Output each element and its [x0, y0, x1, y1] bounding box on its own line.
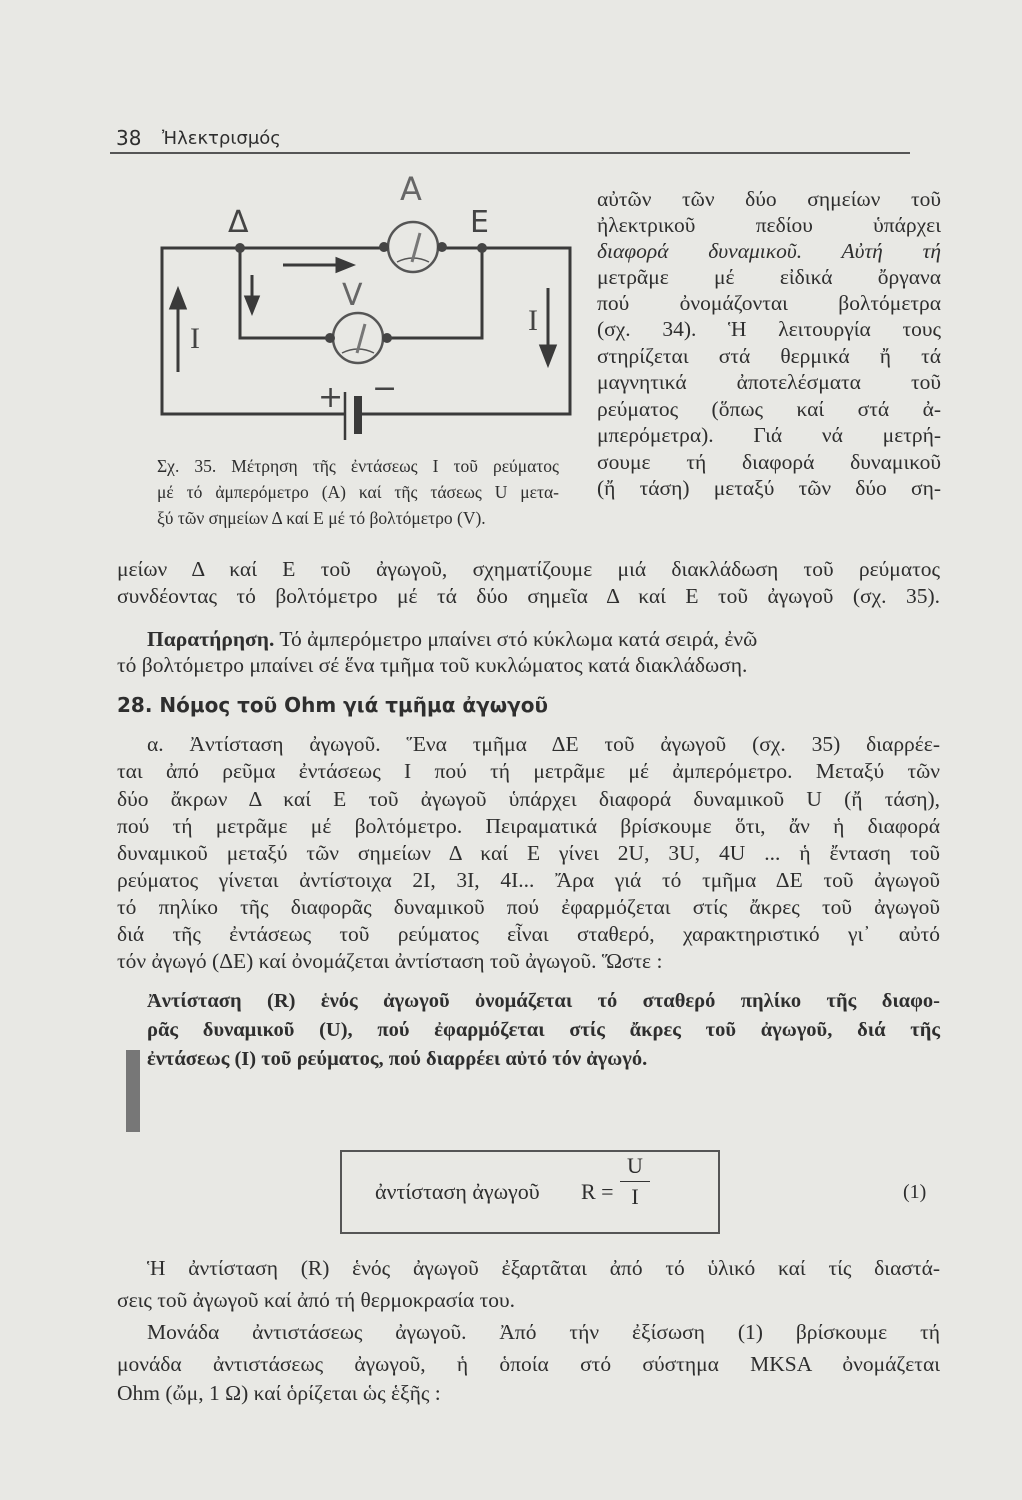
body-line: μείων Δ καί E τοῦ ἀγωγοῦ, σχηματίζουμε μιά διακλάδωση τοῦ ρεύματος	[117, 557, 940, 581]
body-line: συνδέοντας τό βολτόμετρο μέ τά δύο σημεῖα Δ καί E τοῦ ἀγωγοῦ (σχ. 35).	[117, 584, 940, 608]
column-line: στηρίζεται στά θερμικά ἤ τά	[597, 344, 941, 368]
column-line: (ἤ τάση) μεταξύ τῶν δύο ση-	[597, 476, 941, 500]
page-number: 38	[116, 126, 142, 150]
arrow-right-icon	[283, 259, 352, 271]
body-line: σεις τοῦ ἀγωγοῦ καί ἀπό τή θερμοκρασία του.	[117, 1288, 516, 1312]
formula-fraction	[620, 1153, 650, 1210]
ammeter-icon	[388, 222, 438, 272]
label-epsilon: E	[470, 205, 489, 240]
body-line: Ἡ ἀντίσταση (R) ἑνός ἀγωγοῦ ἐξαρτᾶται ἀπό τό ὑλικό καί τίς διαστά-	[147, 1256, 940, 1280]
section-title: Νόμος τοῦ Ohm γιά τμῆμα ἀγωγοῦ	[159, 693, 549, 717]
column-line: σουμε τή διαφορά δυναμικοῦ	[597, 450, 941, 474]
column-line: μαγνητικά ἀποτελέσματα τοῦ	[597, 370, 941, 394]
running-title: Ἠλεκτρισμός	[162, 128, 281, 149]
column-line: μπερόμετρα). Γιά νά μετρή-	[597, 423, 941, 447]
label-minus: −	[372, 371, 398, 406]
arrow-down-small-icon	[246, 275, 258, 312]
body-line: πού τή μετρᾶμε μέ βολτόμετρο. Πειραματικά βρίσκουμε ὅτι, ἄν ἡ διαφορά	[117, 814, 940, 838]
label-current-right: I	[528, 304, 538, 337]
body-line: ται ἀπό ρεῦμα ἐντάσεως I πού τή μετρᾶμε μέ ἀμπερόμετρο. Μεταξύ τῶν	[117, 759, 940, 783]
body-line: Μονάδα ἀντιστάσεως ἀγωγοῦ. Ἀπό τήν ἐξίσωση (1) βρίσκουμε τή	[147, 1320, 940, 1344]
definition-line: Ἀντίσταση (R) ἑνός ἀγωγοῦ ὀνομάζεται τό σταθερό πηλίκο τῆς διαφο-	[147, 990, 940, 1012]
note-label: Παρατήρηση.	[147, 627, 275, 651]
label-ammeter: A	[400, 170, 422, 208]
definition-line: ἐντάσεως (I) τοῦ ρεύματος, πού διαρρέει αὐτό τόν ἀγωγό.	[147, 1048, 648, 1070]
label-plus: +	[318, 380, 344, 415]
note-line	[147, 626, 940, 653]
arrow-up-icon	[171, 290, 185, 372]
body-line: δυναμικοῦ μεταξύ τῶν σημείων Δ καί E γίνει 2U, 3U, 4U ... ἡ ἔνταση τοῦ	[117, 841, 940, 865]
definition-marker-bar	[126, 1050, 140, 1132]
branch-wire-left	[240, 248, 333, 338]
column-line: ἠλεκτρικοῦ πεδίου ὑπάρχει	[597, 213, 941, 237]
label-current-left: I	[190, 322, 200, 355]
section-number: 28.	[117, 693, 153, 717]
label-voltmeter: V	[342, 278, 363, 313]
note-text: Τό ἀμπερόμετρο μπαίνει στό κύκλωμα κατά σειρά, ἐνῶ	[279, 627, 758, 651]
body-line: τό πηλίκο τῆς διαφορᾶς δυναμικοῦ πού ἐφαρμόζεται στίς ἄκρες τοῦ ἀγωγοῦ	[117, 895, 940, 919]
formula-label: ἀντίσταση ἀγωγοῦ	[375, 1179, 540, 1204]
formula-numerator: U	[627, 1153, 643, 1178]
figure-caption-line: ξύ τῶν σημείων Δ καί E μέ τό βολτόμετρο (V).	[157, 508, 486, 528]
body-line: ρεύματος γίνεται ἀντίστοιχα 2I, 3I, 4I... Ἄρα γιά τό τμῆμα ΔE τοῦ ἀγωγοῦ	[117, 868, 940, 892]
equation-number: (1)	[903, 1181, 927, 1203]
voltmeter-icon	[333, 313, 383, 363]
body-line: μονάδα ἀντιστάσεως ἀγωγοῦ, ἡ ὁποία στό σύστημα MKSA ὀνομάζεται	[117, 1352, 940, 1376]
arrow-down-icon	[541, 288, 555, 364]
body-line: Ohm (ὤμ, 1 Ω) καί ὁρίζεται ὡς ἑξῆς :	[117, 1381, 441, 1405]
body-line: τόν ἀγωγό (ΔE) καί ὀνομάζεται ἀντίσταση τοῦ ἀγωγοῦ. Ὥστε :	[117, 949, 663, 973]
column-line: πού ὀνομάζονται βολτόμετρα	[597, 291, 941, 315]
label-delta: Δ	[228, 205, 249, 240]
formula-lhs: R =	[581, 1179, 614, 1204]
column-line: (σχ. 34). Ἡ λειτουργία τους	[597, 317, 941, 341]
body-line: δύο ἄκρων Δ καί E τοῦ ἀγωγοῦ ὑπάρχει διαφορά δυναμικοῦ U (ἤ τάση),	[117, 787, 940, 811]
battery-icon	[345, 392, 362, 440]
body-line: διά τῆς ἐντάσεως τοῦ ρεύματος εἶναι σταθερό, χαρακτηριστικό γι᾽ αὐτό	[117, 922, 940, 946]
section-heading	[117, 693, 548, 717]
column-line: μετρᾶμε μέ εἰδικά ὄργανα	[597, 265, 941, 289]
column-line: διαφορά δυναμικοῦ. Αὐτή τή	[597, 239, 941, 263]
definition-line: ρᾶς δυναμικοῦ (U), πού ἐφαρμόζεται στίς ἄκρες τοῦ ἀγωγοῦ, διά τῆς	[147, 1019, 940, 1041]
figure-caption-line: Σχ. 35. Μέτρηση τῆς ἐντάσεως I τοῦ ρεύματος	[157, 456, 559, 476]
figure-caption-line: μέ τό ἀμπερόμετρο (A) καί τῆς τάσεως U μετα-	[157, 482, 559, 502]
formula-denominator: I	[631, 1184, 639, 1209]
column-line: αὐτῶν τῶν δύο σημείων τοῦ	[597, 187, 941, 211]
body-line: α. Ἀντίσταση ἀγωγοῦ. Ἕνα τμῆμα ΔE τοῦ ἀγωγοῦ (σχ. 35) διαρρέε-	[147, 732, 940, 756]
column-line: ρεύματος (ὅπως καί στά ἀ-	[597, 397, 941, 421]
note-line: τό βολτόμετρο μπαίνει σέ ἕνα τμῆμα τοῦ κυκλώματος κατά διακλάδωση.	[117, 653, 748, 677]
